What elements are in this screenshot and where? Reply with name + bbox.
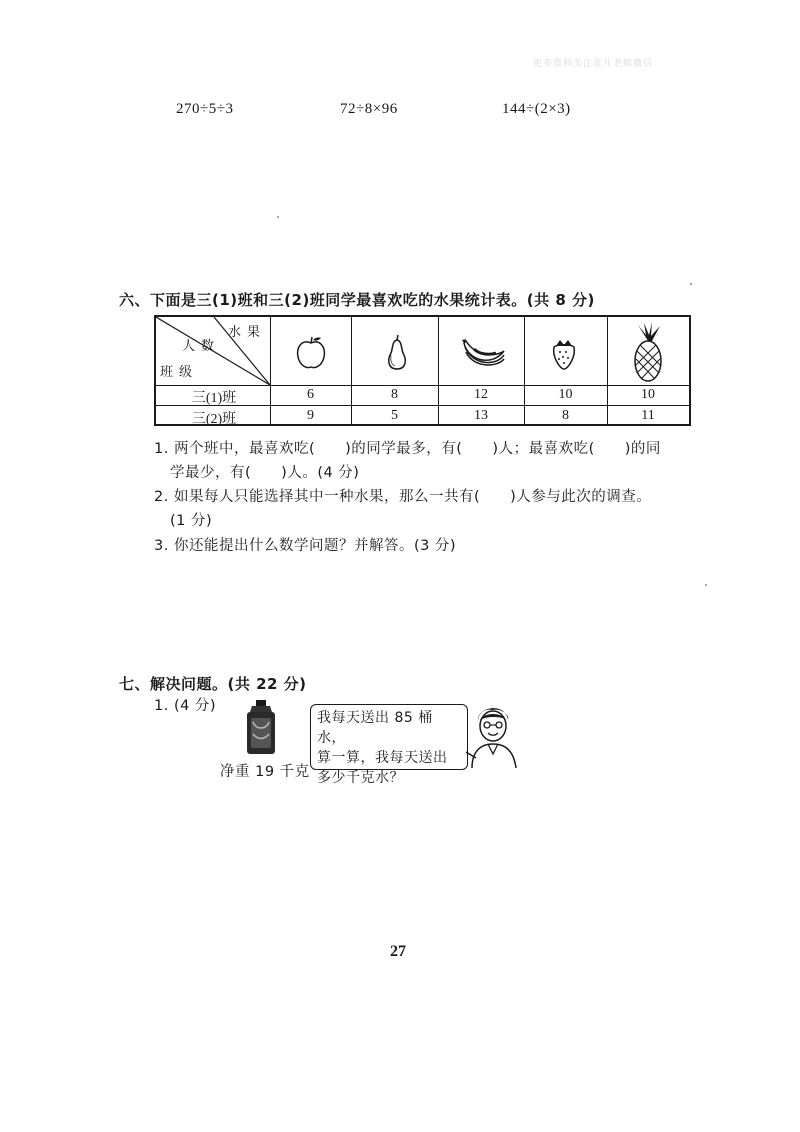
- question-6-2-line1: 2. 如果每人只能选择其中一种水果，那么一共有( )人参与此次的调查。: [154, 489, 652, 505]
- header-class-label: 班级: [160, 365, 199, 380]
- table-cell: 10: [558, 387, 573, 402]
- table-cell: 9: [307, 408, 314, 423]
- section7-heading: 七、解决问题。(共 22 分): [119, 675, 307, 693]
- table-cell: 10: [641, 387, 655, 402]
- expression-2: 72÷8×96: [340, 101, 398, 117]
- speech-line-1: 我每天送出 85 桶水，: [317, 710, 433, 746]
- expression-1: 270÷5÷3: [176, 101, 234, 117]
- strawberry-icon: [550, 337, 578, 371]
- header-count-label: 人数: [182, 339, 221, 354]
- row-label-class2: 三(2)班: [191, 412, 237, 427]
- table-cell: 6: [307, 387, 314, 402]
- bottle-caption: 净重 19 千克: [220, 764, 310, 780]
- speech-bubble: [310, 704, 468, 786]
- table-cell: 5: [391, 408, 398, 423]
- question-7-1-label: 1. (4 分): [154, 698, 217, 714]
- question-6-1-line2: 学最少，有( )人。(4 分): [170, 465, 360, 481]
- header-fruit-label: 水果: [228, 325, 267, 340]
- speech-line-2: 算一算，我每天送出: [317, 750, 448, 766]
- fruit-stats-table: [154, 315, 691, 426]
- watermark: 更多资料关注优儿老师微信: [533, 59, 654, 69]
- pineapple-icon: [630, 321, 666, 383]
- banana-icon: [462, 337, 506, 369]
- section6-heading: 六、下面是三(1)班和三(2)班同学最喜欢吃的水果统计表。(共 8 分): [119, 291, 595, 309]
- row-label-class1: 三(1)班: [191, 391, 237, 406]
- question-6-3: 3. 你还能提出什么数学问题？并解答。(3 分): [154, 538, 457, 554]
- table-cell: 8: [562, 408, 569, 423]
- pear-icon: [384, 334, 410, 372]
- table-cell: 11: [641, 408, 655, 423]
- table-cell: 8: [391, 387, 398, 402]
- question-6-1-line1: 1. 两个班中，最喜欢吃( )的同学最多，有( )人；最喜欢吃( )的同: [154, 441, 661, 457]
- page-number: 27: [390, 943, 406, 960]
- table-cell: 12: [474, 387, 488, 402]
- apple-icon: [294, 335, 328, 371]
- expression-3: 144÷(2×3): [502, 101, 571, 117]
- table-cell: 13: [474, 408, 488, 423]
- speech-line-3: 多少千克水？: [317, 770, 404, 786]
- water-bottle-icon: [242, 700, 280, 756]
- question-6-2-line2: (1 分): [170, 513, 213, 529]
- delivery-man-icon: [466, 702, 524, 768]
